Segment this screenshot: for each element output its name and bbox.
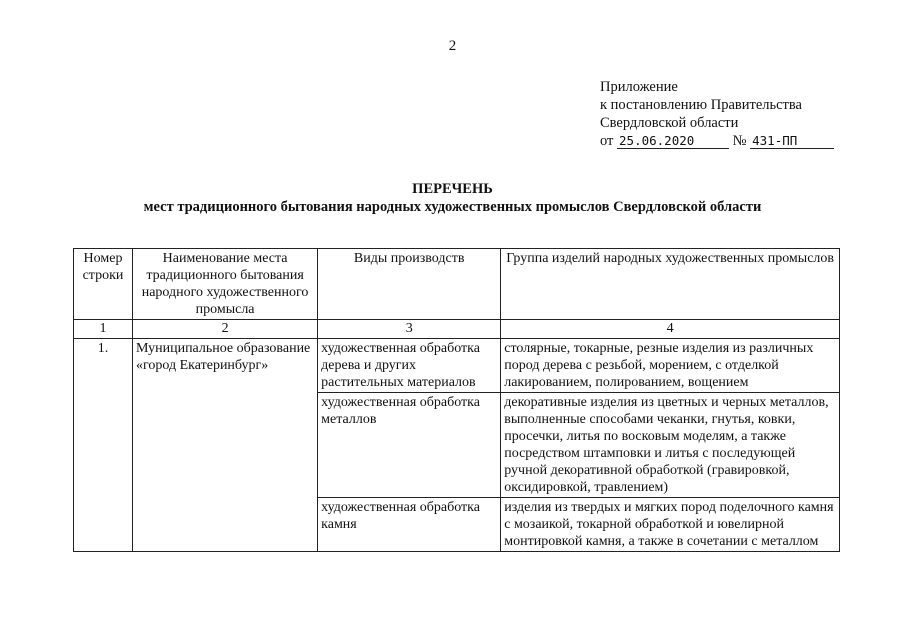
header-row bbox=[74, 249, 840, 320]
registry-table bbox=[73, 248, 840, 552]
place-name: Муниципальное образование «город Екатеринбург» bbox=[133, 339, 318, 552]
number-sign: № bbox=[732, 133, 747, 149]
column-number: 1 bbox=[74, 320, 133, 339]
title-subheading: мест традиционного бытования народных художественных промыслов Свердловской области bbox=[143, 199, 762, 215]
date-prefix: от bbox=[600, 133, 614, 149]
appendix-decree: к постановлению Правительства bbox=[600, 97, 802, 113]
decree-date: 25.06.2020 bbox=[617, 134, 729, 149]
appendix-title: Приложение bbox=[600, 79, 678, 95]
product-group: изделия из твердых и мягких пород поделочного камня с мозаикой, токарной обработкой и ювелирной монтировкой камня, а также в сочетании с металлом bbox=[501, 498, 840, 552]
production-type: художественная обработка камня bbox=[318, 498, 501, 552]
header-products: Группа изделий народных художественных промыслов bbox=[501, 249, 840, 320]
column-number-row bbox=[74, 320, 840, 339]
product-group: столярные, токарные, резные изделия из различных пород дерева с резьбой, морением, с отделкой лакированием, полированием, вощением bbox=[501, 339, 840, 393]
header-place: Наименование места традиционного бытования народного художественного промысла bbox=[133, 249, 318, 320]
decree-number: 431-ПП bbox=[750, 134, 834, 149]
production-type: художественная обработка дерева и других растительных материалов bbox=[318, 339, 501, 393]
product-group: декоративные изделия из цветных и черных металлов, выполненные способами чеканки, гнутья, ковки, просечки, литья по восковым моделям, а также посредством штамповки и литья с последующей ручной декоративной обработкой (гравировкой, оксидировкой, травлением) bbox=[501, 393, 840, 498]
table-row bbox=[74, 339, 840, 393]
column-number: 4 bbox=[501, 320, 840, 339]
title-heading: ПЕРЕЧЕНЬ bbox=[412, 181, 493, 197]
column-number: 2 bbox=[133, 320, 318, 339]
header-production: Виды производств bbox=[318, 249, 501, 320]
page-number: 2 bbox=[448, 38, 457, 54]
appendix-block bbox=[600, 78, 834, 150]
document-title bbox=[0, 180, 905, 216]
header-number: Номер строки bbox=[74, 249, 133, 320]
column-number: 3 bbox=[318, 320, 501, 339]
appendix-region: Свердловской области bbox=[600, 115, 739, 131]
appendix-date-line bbox=[600, 132, 834, 150]
production-type: художественная обработка металлов bbox=[318, 393, 501, 498]
row-number: 1. bbox=[74, 339, 133, 552]
